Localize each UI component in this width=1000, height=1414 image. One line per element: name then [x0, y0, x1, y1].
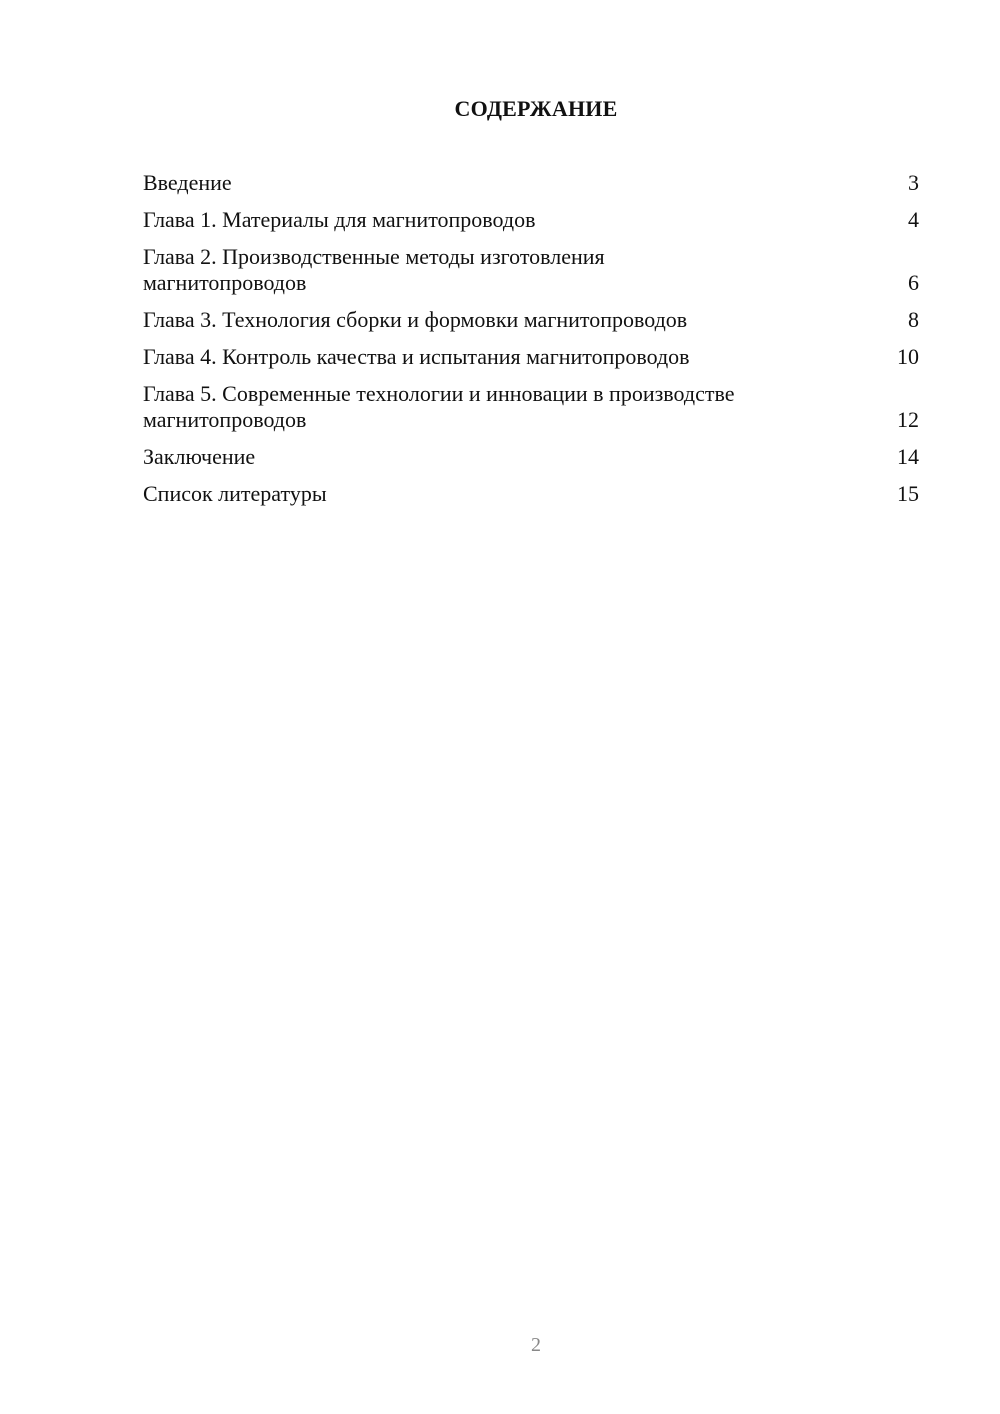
toc-entry-page: 10 [897, 344, 919, 369]
toc-entry-page: 15 [897, 481, 919, 506]
toc-entry-chapter-1 [143, 207, 919, 233]
toc-entry-label: Глава 1. Материалы для магнитопроводов [143, 207, 536, 232]
toc-entry-page: 14 [897, 444, 919, 469]
toc-entry-introduction [143, 170, 919, 196]
toc-entry-page: 3 [908, 170, 919, 195]
toc-entry-page: 4 [908, 207, 919, 232]
toc-entry-chapter-5 [143, 381, 919, 433]
toc-entry-references [143, 481, 919, 507]
toc-entry-page: 12 [897, 407, 919, 432]
toc-title: СОДЕРЖАНИЕ [454, 96, 618, 121]
toc-entry-label: Глава 4. Контроль качества и испытания магнитопроводов [143, 344, 690, 369]
page-number: 2 [531, 1334, 541, 1356]
toc-entry-label: Глава 2. Производственные методы изготовления магнитопроводов [143, 244, 605, 295]
toc-entry-label: Глава 3. Технология сборки и формовки магнитопроводов [143, 307, 688, 332]
toc-entry-label: Заключение [143, 444, 256, 469]
toc-entry-label: Глава 5. Современные технологии и инновации в производстве магнитопроводов [143, 381, 735, 432]
toc-entry-page: 6 [908, 270, 919, 295]
toc-entry-chapter-3 [143, 307, 919, 333]
toc-entry-label: Список литературы [143, 481, 327, 506]
toc-entry-chapter-4 [143, 344, 919, 370]
toc-entry-label: Введение [143, 170, 232, 195]
toc-list [143, 170, 919, 518]
toc-entry-page: 8 [908, 307, 919, 332]
toc-entry-chapter-2 [143, 244, 919, 296]
toc-entry-conclusion [143, 444, 919, 470]
